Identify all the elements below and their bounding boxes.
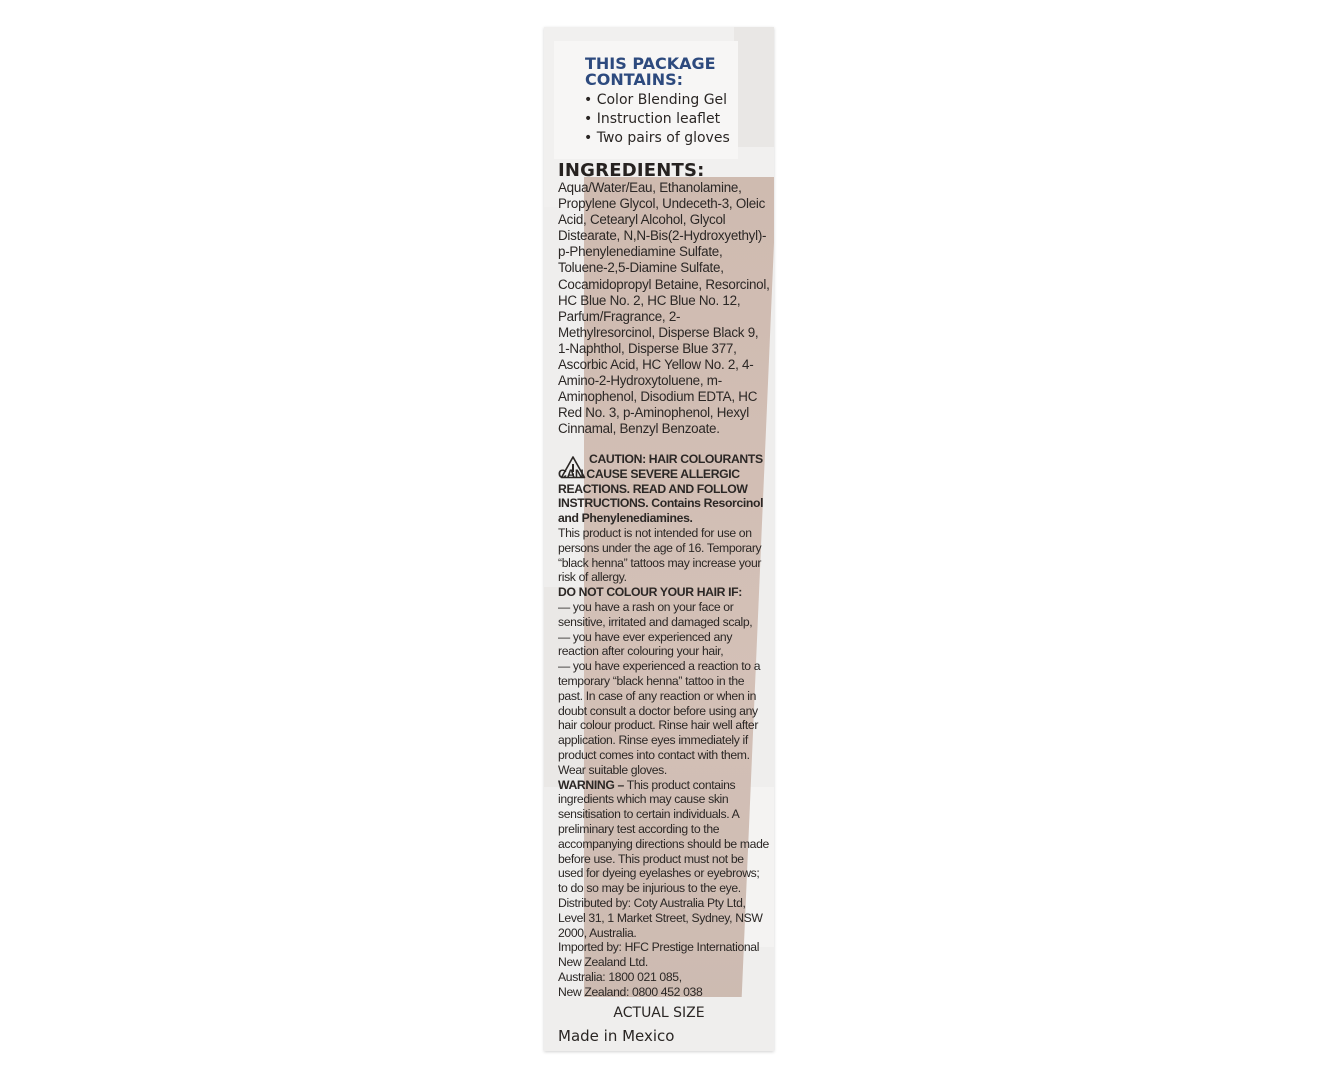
ingredients-title: INGREDIENTS:	[558, 160, 705, 181]
list-item: • Instruction leaflet	[584, 110, 764, 129]
warning-label: WARNING –	[558, 777, 624, 792]
package-title-line: THIS PACKAGE	[585, 54, 716, 73]
condition-item: — you have a rash on your face or sensitive, irritated and damaged scalp,	[558, 599, 753, 629]
package-contents-list	[584, 91, 764, 148]
ingredients-text: Aqua/Water/Eau, Ethanolamine, Propylene Glycol, Undeceth-3, Oleic Acid, Cetearyl Alcohol, Glycol Distearate, N,N-Bis(2-Hydroxyethyl)-p-Phenylenediamine Sulfate, Toluene-2,5-Diamine Sulfate, Cocamidopropyl Betaine, Resorcinol, HC Blue No. 2, HC Blue No. 12, Parfum/Fragrance, 2-Methylresorcinol, Disperse Black 9, 1-Naphthol, Disperse Blue 377, Ascorbic Acid, HC Yellow No. 2, 4-Amino-2-Hydroxytoluene, m-Aminophenol, Disodium EDTA, HC Red No. 3, p-Aminophenol, Hexyl Cinnamal, Benzyl Benzoate.	[558, 180, 770, 437]
phone-new-zealand: New Zealand: 0800 452 038	[558, 984, 703, 999]
importer-text: Imported by: HFC Prestige International New Zealand Ltd.	[558, 940, 760, 970]
package-title-line: CONTAINS:	[585, 70, 684, 89]
do-not-heading: DO NOT COLOUR YOUR HAIR IF:	[558, 585, 742, 600]
age-text: This product is not intended for use on persons under the age of 16. Temporary “black henna” tattoos may increase your risk of allergy.	[558, 525, 762, 585]
actual-size-label: ACTUAL SIZE	[613, 1005, 705, 1021]
condition-item: — you have experienced a reaction to a temporary “black henna” tattoo in the past.	[558, 659, 761, 703]
warning-text: This product contains ingredients which may cause skin sensitisation to certain individuals. A preliminary test according to the accompanying directions should be made before use. This product must not be used for dyeing eyelashes or eyebrows; to do so may be injurious to the eye.	[558, 777, 769, 896]
distributor-text: Distributed by: Coty Australia Pty Ltd, Level 31, 1 Market Street, Sydney, NSW 2000, Australia.	[558, 895, 763, 940]
caution-block	[558, 452, 770, 999]
package-side-panel	[544, 27, 774, 1051]
advice-text: In case of any reaction or when in doubt consult a doctor before using any hair colour product. Rinse hair well after application. Rinse eyes immediately if product comes into contact with them. Wear suitable gloves.	[558, 688, 759, 777]
phone-australia: Australia: 1800 021 085,	[558, 969, 682, 984]
list-item: • Color Blending Gel	[584, 91, 764, 110]
condition-item: — you have ever experienced any reaction after colouring your hair,	[558, 629, 733, 659]
made-in-label: Made in Mexico	[558, 1027, 675, 1045]
list-item: • Two pairs of gloves	[584, 129, 764, 148]
package-contents-title	[585, 56, 755, 88]
caution-heading: CAUTION: HAIR COLOURANTS CAN CAUSE SEVERE ALLERGIC REACTIONS. READ AND FOLLOW INSTRUCTIONS. Contains Resorcinol and Phenylenediamines.	[558, 452, 764, 526]
